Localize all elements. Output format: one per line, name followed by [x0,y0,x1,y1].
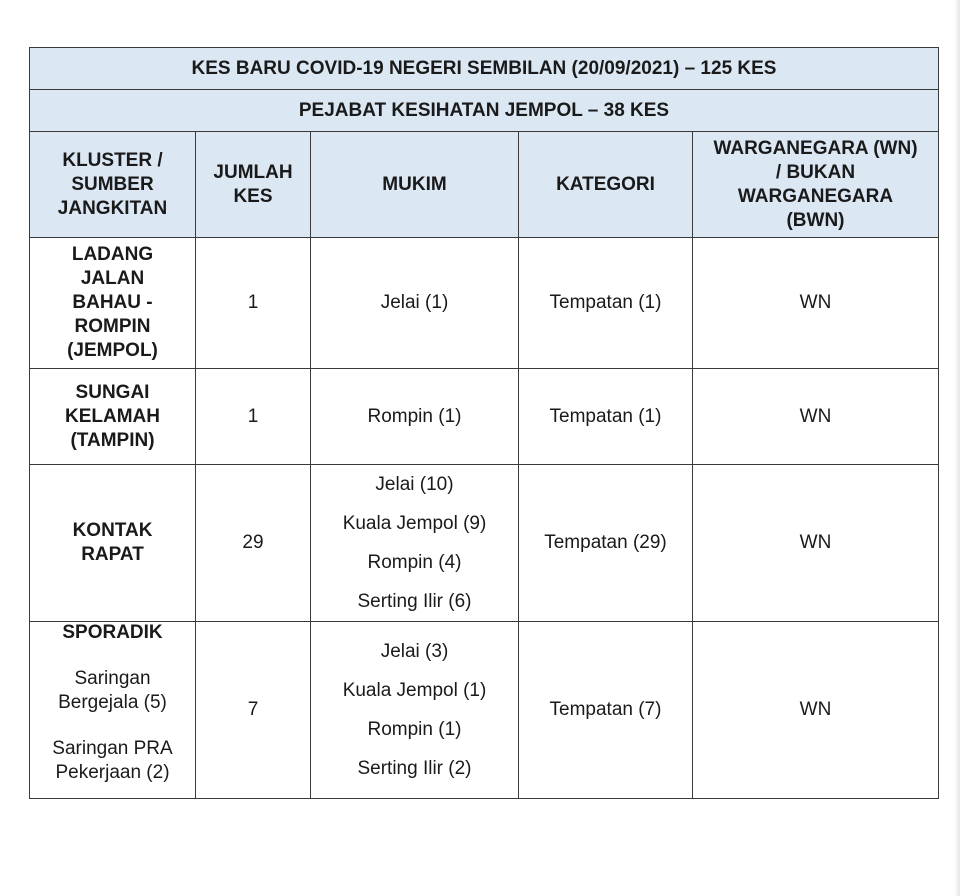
citizenship-cell: WN [693,622,939,799]
mukim-cell: Jelai (10) Kuala Jempol (9) Rompin (4) Serting Ilir (6) [311,465,519,622]
mukim-cell: Jelai (3) Kuala Jempol (1) Rompin (1) Serting Ilir (2) [311,622,519,799]
table-subtitle: PEJABAT KESIHATAN JEMPOL – 38 KES [30,90,939,132]
kategori-cell: Tempatan (1) [519,369,693,465]
source-cell: LADANG JALAN BAHAU - ROMPIN (JEMPOL) [30,238,196,369]
column-header-source: KLUSTER / SUMBER JANGKITAN [30,132,196,238]
column-header-kategori: KATEGORI [519,132,693,238]
mukim-cell: Rompin (1) [311,369,519,465]
subtitle-row [30,90,939,132]
column-header-citizenship: WARGANEGARA (WN) / BUKAN WARGANEGARA (BWN) [693,132,939,238]
title-row [30,48,939,90]
total-cell: 1 [196,238,311,369]
column-header-total: JUMLAH KES [196,132,311,238]
citizenship-cell: WN [693,369,939,465]
source-cell: SUNGAI KELAMAH (TAMPIN) [30,369,196,465]
table-row [30,369,939,465]
table-title: KES BARU COVID-19 NEGERI SEMBILAN (20/09/2021) – 125 KES [30,48,939,90]
total-cell: 7 [196,622,311,799]
citizenship-cell: WN [693,238,939,369]
source-cell: SPORADIK Saringan Bergejala (5) Saringan PRA Pekerjaan (2) [30,622,196,799]
table-row [30,238,939,369]
source-cell: KONTAK RAPAT [30,465,196,622]
column-header-row [30,132,939,238]
mukim-cell: Jelai (1) [311,238,519,369]
table-row [30,622,939,799]
page-edge-shadow [954,0,960,896]
kategori-cell: Tempatan (1) [519,238,693,369]
kategori-cell: Tempatan (29) [519,465,693,622]
citizenship-cell: WN [693,465,939,622]
column-header-mukim: MUKIM [311,132,519,238]
total-cell: 29 [196,465,311,622]
kategori-cell: Tempatan (7) [519,622,693,799]
total-cell: 1 [196,369,311,465]
table-row [30,465,939,622]
sporadic-title: SPORADIK [62,622,163,643]
covid-cases-table [29,47,939,799]
